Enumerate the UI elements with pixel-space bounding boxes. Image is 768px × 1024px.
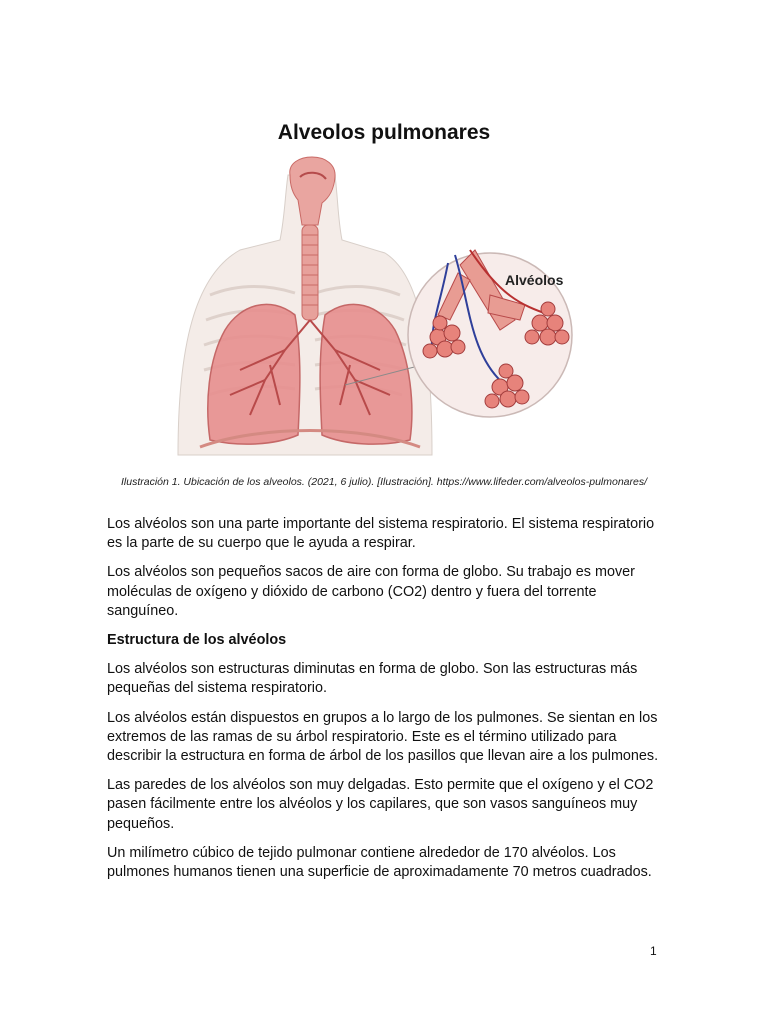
paragraph: Los alvéolos están dispuestos en grupos a lo largo de los pulmones. Se sientan en los extremos de las ramas de su árbol respiratorio. Este es el término utilizado para describir la estructura en forma de árbol de los pasillos que llevan aire a los pulmones. [107, 709, 659, 765]
document-body [107, 515, 667, 892]
section-heading: Estructura de los alvéolos [107, 632, 287, 649]
paragraph: Los alvéolos son una parte importante del sistema respiratorio. El sistema respiratorio es la parte de su cuerpo que le ayuda a respirar. [107, 516, 655, 552]
paragraph: Los alvéolos son estructuras diminutas en forma de globo. Son las estructuras más pequeñas del sistema respiratorio. [107, 661, 638, 697]
page-number: 1 [650, 944, 657, 958]
figure-caption: Ilustración 1. Ubicación de los alveolos. (2021, 6 julio). [Ilustración]. https://www.lifeder.com/alveolos-pulmonares/ [120, 476, 648, 488]
respiratory-system-illustration [170, 155, 600, 470]
paragraph: Las paredes de los alvéolos son muy delgadas. Esto permite que el oxígeno y el CO2 pasen fácilmente entre los alvéolos y los capilares, que son vasos sanguíneos muy pequeños. [107, 777, 654, 832]
alveoli-label: Alvéolos [505, 272, 564, 288]
page-title: Alveolos pulmonares [277, 121, 491, 144]
paragraph: Un milímetro cúbico de tejido pulmonar contiene alrededor de 170 alvéolos. Los pulmones humanos tienen una superficie de aproximadamente 70 metros cuadrados. [107, 844, 652, 881]
paragraph: Los alvéolos son pequeños sacos de aire con forma de globo. Su trabajo es mover moléculas de oxígeno y dióxido de carbono (CO2) dentro y fuera del torrente sanguíneo. [107, 564, 635, 619]
